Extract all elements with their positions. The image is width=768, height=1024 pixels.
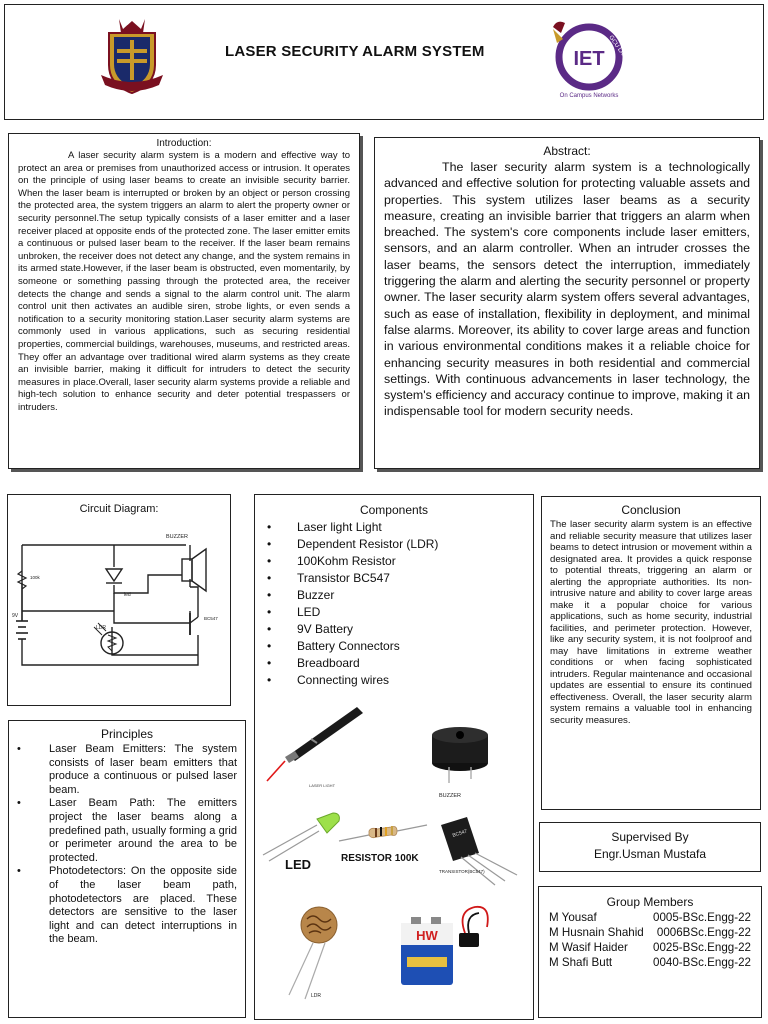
list-item: • 100Kohm Resistor — [267, 554, 396, 568]
svg-text:GCU LAHORE: GCU LAHORE — [607, 34, 636, 71]
components-list — [267, 519, 438, 689]
university-crest-logo — [97, 15, 167, 97]
circuit-diagram-section — [7, 494, 231, 706]
transistor-label: BC547 — [204, 616, 218, 621]
poster-header — [4, 4, 764, 120]
list-item: • Breadboard — [267, 656, 360, 670]
list-item: • Dependent Resistor (LDR) — [267, 537, 439, 551]
list-item: • Battery Connectors — [267, 639, 400, 653]
introduction-section — [8, 133, 360, 469]
group-members-section — [538, 886, 762, 1018]
list-item: • Buzzer — [267, 588, 335, 602]
principles-section — [8, 720, 246, 1018]
conclusion-heading: Conclusion — [621, 503, 681, 517]
iet-society-logo — [543, 17, 635, 99]
abstract-heading: Abstract: — [543, 144, 591, 158]
transistor-photo-label: TRANSISTOR(BC547) — [439, 869, 485, 874]
principles-heading: Principles — [100, 727, 154, 741]
list-item: • 9V Battery — [267, 622, 354, 636]
laser-label: LASER LIGHT — [309, 783, 336, 788]
buzzer-label: BUZZER — [166, 534, 188, 540]
svg-text:IET: IET — [573, 48, 605, 70]
resistor-image — [339, 817, 429, 867]
battery-label: 9V — [12, 613, 19, 619]
poster-title: LASER SECURITY ALARM SYSTEM — [225, 43, 485, 60]
list-item: • Laser Beam Emitters: The system consists of laser beam emitters that produce a continuous or pulsed laser beam. — [17, 743, 237, 796]
buzzer-image — [425, 717, 495, 801]
circuit-schematic — [14, 523, 224, 683]
group-heading: Group Members — [606, 895, 694, 909]
supervisor-section — [539, 822, 761, 872]
introduction-text: A laser security alarm system is a modern and effective way to protect an area or premises from unauthorized access or intrusion. It operates on the principle of using laser beams to create an invisible security barrier. When the laser beam is interrupted or broken by an object or person crossing the protected area, the system triggers an alarm to alert the property owner or security personnel.The setup typically consists of a laser emitter and a laser receiver placed at opposite ends of the protected zone. The laser emitter emits a continuous or pulsed laser beam to the receiver. If the laser beam remains unbroken, the receiver does not detect any change, and the system remains in its armed state.However, if the laser beam is obstructed, even momentarily, by someone or something passing through the protected area, the receiver detects the change and sends a signal to the alarm control unit. The alarm control unit then activates an audible siren, strobe lights, or even sends a notification to a security monitoring station.Laser security alarm systems are commonly used in various applications, such as securing residential properties, commercial buildings, warehouses, museums, and restricted areas. They offer an advantage over traditional wired alarm systems as they create an invisible barrier, making it difficult for intruders to detect the security measures in place.Overall, laser security alarm systems provide a reliable and high-tech solution to enhance security and deter potential trespassers or intruders. — [18, 150, 350, 413]
buzzer-photo-label: BUZZER — [439, 793, 461, 799]
svg-text:HW: HW — [416, 928, 438, 943]
principles-list — [17, 743, 237, 947]
svg-text:BC547: BC547 — [451, 828, 469, 839]
led-image — [259, 805, 349, 875]
member-row: M Yousaf 0005-BSc.Engg-22 — [549, 911, 751, 924]
list-item: • Laser Beam Path: The emitters project the laser beams along a predefined path, usually forming a grid or perimeter around the area to be protected. — [17, 797, 237, 864]
member-row: M Shafi Butt 0040-BSc.Engg-22 — [549, 956, 751, 969]
list-item: • Photodetectors: On the opposite side of the laser beam path, photodetectors are placed. These detectors are sensitive to the laser light and can detect interruptions in the beam. — [17, 865, 237, 946]
list-item: • LED — [267, 605, 321, 619]
resistor-photo-label: RESISTOR 100K — [341, 853, 419, 864]
conclusion-section — [541, 496, 761, 810]
abstract-section — [374, 137, 760, 469]
ldr-image — [277, 899, 367, 1003]
resistor-label: 100k — [30, 575, 40, 580]
conclusion-text: The laser security alarm system is an effective and reliable security measure that utilizes laser beams to detect intrusion or movement within a designated area. It provides a quick response to potential threats, triggering an alarm or alerting the appropriate authorities. Its non-intrusive nature and ability to cover large areas make it a popular choice for various applications, such as home security, industrial facilities, and perimeter protection. However, like any security system, it is not foolproof and may have limitations in extreme weather conditions or when facing sophisticated intruders. Regular maintenance and occasional updates are essential to ensure its continued effectiveness. Overall, the laser security alarm system remains a valuable tool in enhancing security measures. — [550, 519, 752, 726]
components-heading: Components — [359, 503, 429, 517]
circuit-heading: Circuit Diagram: — [79, 503, 159, 515]
abstract-text: The laser security alarm system is a technologically advanced and effective solution for protecting valuable assets and properties. This system utilizes laser beams as a security measure, creating an invisible barrier that triggers an alarm when breached. The system's core components include laser emitters, sensors, and an alarm controller. When an intruder crosses the laser beams, the sensors detect the interruption, immediately triggering the alarm and alerting the security personnel or property owner. The laser security alarm system offers several advantages, such as ease of installation, flexibility in deployment, and minimal false alarms. Moreover, its ability to cover large areas and function in various environmental conditions makes it a reliable choice for enhancing security measures in both residential and commercial settings. With continuous advancements in laser technology, the system's efficiency and accuracy continue to improve, making it an indispensable tool for modern security needs. — [384, 160, 750, 419]
list-item: • Transistor BC547 — [267, 571, 390, 585]
supervisor-heading: Supervised By — [611, 830, 689, 844]
led-label: led — [124, 592, 131, 598]
list-item: • Laser light Light — [267, 520, 382, 534]
laser-pointer-image — [261, 699, 381, 795]
member-row: M Husnain Shahid 0006BSc.Engg-22 — [549, 926, 751, 939]
supervisor-name: Engr.Usman Mustafa — [593, 847, 707, 861]
ldr-label: LDR — [96, 625, 107, 631]
list-item: • Connecting wires — [267, 673, 390, 687]
svg-text:On Campus Networks: On Campus Networks — [559, 93, 619, 99]
components-section — [254, 494, 534, 1020]
battery-connector-image — [451, 903, 501, 975]
member-row: M Wasif Haider 0025-BSc.Engg-22 — [549, 941, 751, 954]
transistor-image — [433, 813, 525, 889]
led-photo-label: LED — [285, 857, 311, 872]
introduction-heading: Introduction: — [156, 138, 212, 149]
ldr-photo-label: LDR — [311, 993, 322, 999]
